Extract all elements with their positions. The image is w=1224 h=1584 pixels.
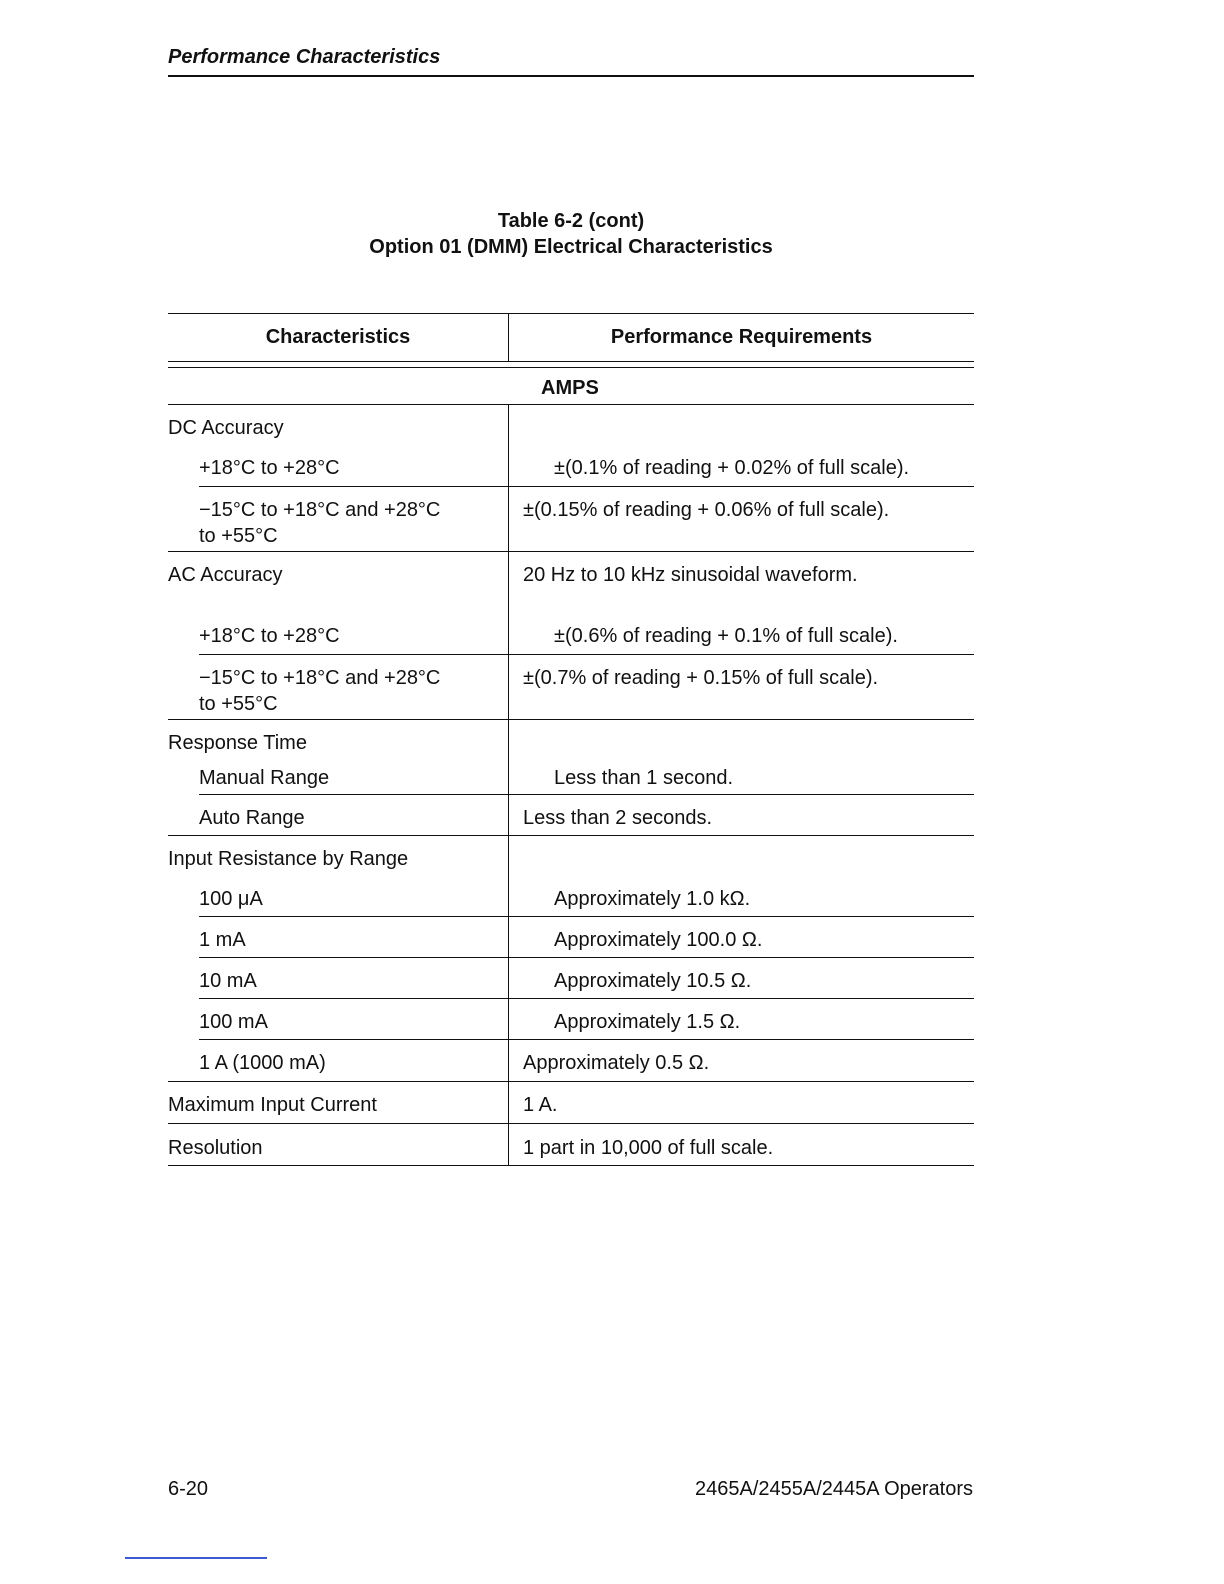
header-performance: Performance Requirements [610,326,873,348]
cell-value: 1 A. [523,1094,558,1116]
table-row [168,1040,974,1082]
cell-label: +18°C to +28°C [199,445,539,487]
header-double-rule [168,361,974,368]
cell-label: 1 A (1000 mA) [199,1052,326,1074]
table-row [168,552,974,613]
cell-value: Approximately 10.5 Ω. [539,958,974,999]
cell-label: DC Accuracy [168,417,284,439]
cell-value: Less than 2 seconds. [523,807,713,829]
cell-value: 1 part in 10,000 of full scale. [523,1137,774,1159]
page-number: 6-20 [168,1478,209,1500]
section-amps: AMPS [541,377,599,399]
section-heading [168,368,974,405]
table-row [168,958,974,999]
table-row [168,613,974,655]
cell-label: Input Resistance by Range [168,848,409,870]
manual-title: 2465A/2455A/2445A Operators [695,1478,973,1500]
table-row [168,876,974,917]
table-row [168,1082,974,1124]
cell-label: Response Time [168,732,307,754]
table-row [168,756,974,795]
running-header: Performance Characteristics [168,46,974,77]
table-row [168,1124,974,1166]
cell-value: Approximately 0.5 Ω. [523,1052,710,1074]
table-title: Option 01 (DMM) Electrical Characteristics [369,236,773,258]
cell-value: ±(0.7% of reading + 0.15% of full scale). [523,667,879,689]
table-number: Table 6-2 (cont) [497,210,645,232]
cell-label: −15°C to +18°C and +28°C to +55°C [199,499,441,547]
table-row [168,487,974,552]
cell-label: 100 μA [199,876,539,917]
cell-value: 20 Hz to 10 kHz sinusoidal waveform. [523,564,858,586]
cell-label: Maximum Input Current [168,1094,377,1116]
cell-value: ±(0.6% of reading + 0.1% of full scale). [539,613,974,655]
cell-value: Approximately 1.0 kΩ. [539,876,974,917]
table-row [168,917,974,958]
table-caption [168,208,974,260]
cell-label: Manual Range [199,756,539,795]
header-characteristics: Characteristics [168,314,509,361]
table-row [168,720,974,756]
cell-label: Resolution [168,1137,263,1159]
table-header-row [168,313,974,361]
scan-mark [125,1557,267,1559]
cell-label: +18°C to +28°C [199,613,539,655]
table-row [168,445,974,487]
table-row [168,836,974,876]
table-body [168,405,974,1166]
cell-label: Auto Range [199,807,305,829]
cell-value: ±(0.15% of reading + 0.06% of full scale). [523,499,890,521]
table-row [168,999,974,1040]
table-row [168,655,974,720]
cell-label: 1 mA [199,917,539,958]
cell-label: 100 mA [199,999,539,1040]
table-row [168,405,974,445]
cell-label: −15°C to +18°C and +28°C to +55°C [199,667,441,715]
table-row [168,795,974,836]
cell-value: Approximately 100.0 Ω. [539,917,974,958]
cell-value: ±(0.1% of reading + 0.02% of full scale). [539,445,974,487]
cell-value: Approximately 1.5 Ω. [539,999,974,1040]
cell-value: Less than 1 second. [539,756,974,795]
cell-label: AC Accuracy [168,564,283,586]
cell-label: 10 mA [199,958,539,999]
characteristics-table [168,313,974,1166]
